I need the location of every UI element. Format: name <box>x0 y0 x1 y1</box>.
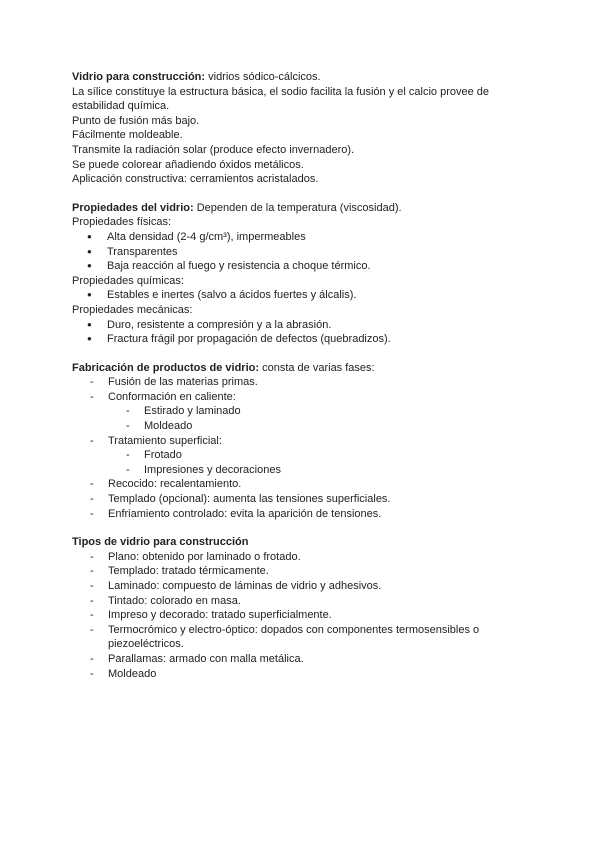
list-item: ● Baja reacción al fuego y resistencia a choque térmico. <box>72 259 532 274</box>
text-line: Fácilmente moldeable. <box>72 129 183 142</box>
dash-list-fabricacion <box>72 375 532 521</box>
list-item: ● Duro, resistente a compresión y a la abrasión. <box>72 318 532 333</box>
text-line: Punto de fusión más bajo. <box>72 114 200 127</box>
list-item-text: Fusión de las materias primas. <box>108 376 258 389</box>
heading-bold: Propiedades del vidrio: <box>72 201 194 214</box>
sub-list-item: - Estirado y laminado <box>108 404 532 419</box>
list-item: - Laminado: compuesto de láminas de vidrio y adhesivos. <box>72 579 532 594</box>
heading-bold: Vidrio para construcción: <box>72 71 206 83</box>
section-tipos-heading: Tipos de vidrio para construcción <box>72 536 249 549</box>
text-line: Se puede colorear añadiendo óxidos metálicos. <box>72 158 304 171</box>
section-propiedades-heading <box>72 201 532 216</box>
bullet-list-fisicas <box>72 230 532 274</box>
heading-rest: Dependen de la temperatura (viscosidad). <box>193 201 402 214</box>
list-item-text: Conformación en caliente: <box>108 390 236 403</box>
list-item <box>72 375 532 390</box>
list-item: - Templado: tratado térmicamente. <box>72 564 532 579</box>
list-item: - Termocrómico y electro-óptico: dopados con componentes termosensibles o piezoeléctricos. <box>72 623 532 652</box>
list-item-text: Tratamiento superficial: <box>108 434 222 447</box>
heading-rest: consta de varias fases: <box>259 361 375 374</box>
list-item <box>72 390 532 434</box>
list-item: ● Transparentes <box>72 245 532 260</box>
list-item <box>72 434 532 478</box>
list-item: - Parallamas: armado con malla metálica. <box>72 652 532 667</box>
sub-list-tratamiento <box>108 448 532 477</box>
bullet-list-mecanicas <box>72 318 532 347</box>
sub-list-item: - Moldeado <box>108 419 532 434</box>
section-fabricacion-heading <box>72 361 532 376</box>
list-item: ● Fractura frágil por propagación de defectos (quebradizos). <box>72 332 532 347</box>
sub-list-item: - Frotado <box>108 448 532 463</box>
sub-list-conformacion <box>108 404 532 433</box>
text-line: Aplicación constructiva: cerramientos acristalados. <box>72 173 319 186</box>
document-page <box>72 70 532 681</box>
list-item: - Recocido: recalentamiento. <box>72 477 532 492</box>
section-vidrio-construccion-heading <box>72 70 532 85</box>
text-line: La sílice constituye la estructura básica, el sodio facilita la fusión y el calcio provee de estabilidad química. <box>72 85 489 113</box>
sub-list-item: - Impresiones y decoraciones <box>108 463 532 478</box>
bullet-list-quimicas <box>72 288 532 303</box>
list-item: - Plano: obtenido por laminado o frotado. <box>72 550 532 565</box>
subheading-fisicas: Propiedades físicas: <box>72 216 172 229</box>
list-item: - Tintado: colorado en masa. <box>72 594 532 609</box>
list-item: - Moldeado <box>72 667 532 682</box>
list-item: - Impreso y decorado: tratado superficialmente. <box>72 608 532 623</box>
list-item: - Templado (opcional): aumenta las tensiones superficiales. <box>72 492 532 507</box>
list-item: ● Estables e inertes (salvo a ácidos fuertes y álcalis). <box>72 288 532 303</box>
heading-bold: Fabricación de productos de vidrio: <box>72 361 260 374</box>
text-line: Transmite la radiación solar (produce efecto invernadero). <box>72 143 355 156</box>
subheading-mecanicas: Propiedades mecánicas: <box>72 303 193 316</box>
subheading-quimicas: Propiedades químicas: <box>72 274 184 287</box>
dash-list-tipos <box>72 550 532 681</box>
list-item: ● Alta densidad (2-4 g/cm³), impermeables <box>72 230 532 245</box>
heading-rest: vidrios sódico-cálcicos. <box>205 71 321 83</box>
list-item: - Enfriamiento controlado: evita la aparición de tensiones. <box>72 507 532 522</box>
